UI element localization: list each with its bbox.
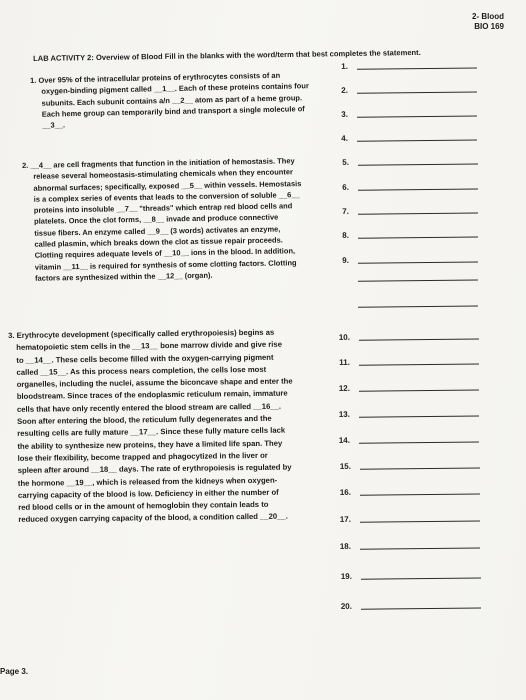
- text-line: red blood cells or in the amount of hemoglobin they contain leads to: [18, 499, 269, 513]
- text-line: Each heme group can temporarily bind and transport a single molecule of: [41, 104, 305, 119]
- answer-line-9b[interactable]: [331, 279, 478, 283]
- answer-blank[interactable]: [359, 441, 479, 443]
- answer-blank[interactable]: [359, 363, 479, 365]
- text-line: Clotting requires adequate levels of __10__ ions in the blood. In addition,: [34, 246, 296, 261]
- text-line: lose their flexibility, become trapped and phagocytized in the liver or: [17, 450, 268, 463]
- answer-blank[interactable]: [360, 493, 480, 495]
- answer-number: 12.: [338, 383, 350, 393]
- text-line: resulting cells are fully mature __17__. Since these fully mature cells lack: [17, 425, 286, 439]
- answer-number: 14.: [338, 435, 350, 445]
- text-line: called plasmin, which breaks down the clot as tissue repair proceeds.: [34, 235, 283, 249]
- answer-number: 16.: [339, 487, 351, 497]
- answer-number: 5.: [342, 157, 349, 167]
- answer-blank[interactable]: [361, 607, 481, 609]
- text-line: reduced oxygen carrying capacity of the blood, a condition called __20__.: [18, 512, 288, 525]
- answer-line-17[interactable]: [333, 513, 480, 524]
- text-line: hematopoietic stem cells in the __13__ bone marrow divide and give rise: [16, 339, 283, 353]
- text-line: cells that have only recently entered the blood stream are called __16__.: [16, 401, 282, 414]
- answer-blank[interactable]: [358, 279, 478, 281]
- answer-blank[interactable]: [360, 467, 480, 469]
- answer-blank[interactable]: [360, 520, 480, 522]
- text-line: vitamin __11__ is required for synthesis of some clotting factors. Clotting: [34, 257, 297, 272]
- answer-line-15[interactable]: [333, 460, 480, 471]
- answer-blank[interactable]: [357, 91, 477, 93]
- text-line: the hormone __19__, which is released from the kidneys when oxygen-: [17, 475, 278, 488]
- text-line: proteins into insoluble __7__ "threads" which entrap red blood cells and: [33, 201, 293, 215]
- answer-blank[interactable]: [358, 163, 478, 165]
- answer-line-7[interactable]: [331, 205, 478, 216]
- answer-blank[interactable]: [359, 389, 479, 391]
- text-line: oxygen-binding pigment called __1__. Each of these proteins contains four: [41, 81, 309, 97]
- answer-blank[interactable]: [358, 261, 478, 263]
- answer-number: 7.: [342, 206, 349, 216]
- answer-line-18[interactable]: [333, 540, 480, 551]
- answer-line-11[interactable]: [332, 356, 479, 367]
- answer-line-5[interactable]: [331, 156, 478, 167]
- activity-title: LAB ACTIVITY 2: Overview of Blood Fill in the blanks with the word/term that best completes the statement.: [33, 47, 421, 63]
- text-line: release several homeostasis-stimulating chemicals when they encounter: [33, 167, 294, 182]
- answer-line-12[interactable]: [332, 382, 479, 393]
- text-line: spleen after around __18__ days. The rate of erythropoiesis is regulated by: [17, 462, 292, 476]
- answer-blank[interactable]: [360, 547, 480, 549]
- text-line: subunits. Each subunit contains a/n __2__ atom as part of a heme group.: [41, 92, 303, 108]
- text-line: factors are synthesized within the __12__ (organ).: [34, 270, 213, 283]
- text-line: is a complex series of events that leads to the conversion of soluble __6__: [33, 190, 300, 204]
- question-3-text: [8, 327, 294, 527]
- answer-line-20[interactable]: [334, 600, 481, 611]
- answer-number: 17.: [339, 514, 351, 524]
- answer-number: 2.: [341, 85, 348, 95]
- answer-number: 6.: [342, 182, 349, 192]
- answer-line-2[interactable]: [330, 84, 477, 95]
- answer-blank[interactable]: [358, 236, 478, 238]
- answer-number: 9.: [342, 255, 349, 265]
- text-line: bloodstream. Since traces of the endoplasmic reticulum remain, immature: [16, 389, 288, 402]
- answer-line-13[interactable]: [332, 408, 479, 419]
- answer-line-4[interactable]: [330, 132, 477, 143]
- text-line: 3. Erythrocyte development (specifically called erythropoiesis) begins as: [8, 327, 275, 340]
- answer-number: 1.: [341, 61, 348, 71]
- answer-number: 8.: [342, 230, 349, 240]
- answer-number: 15.: [339, 461, 351, 471]
- answer-number: 4.: [341, 133, 348, 143]
- text-line: Soon after entering the blood, the reticulum fully degenerates and the: [17, 413, 272, 426]
- answer-line-14[interactable]: [332, 434, 479, 445]
- answer-blank[interactable]: [358, 212, 478, 214]
- answer-blank[interactable]: [359, 415, 479, 417]
- text-line: 1. Over 95% of the intracellular proteins of erythrocytes consists of an: [30, 70, 281, 85]
- answer-blank[interactable]: [357, 67, 477, 69]
- answer-line-1[interactable]: [330, 60, 477, 71]
- answer-number: 3.: [341, 109, 348, 119]
- answer-blank[interactable]: [358, 305, 478, 307]
- answer-line-3[interactable]: [330, 108, 477, 119]
- answer-blank[interactable]: [359, 338, 479, 340]
- answer-line-10[interactable]: [332, 331, 479, 342]
- answer-number: 19.: [340, 571, 352, 581]
- text-line: organelles, including the nuclei, assume the biconcave shape and enter the: [16, 376, 293, 390]
- answer-line-6[interactable]: [331, 181, 478, 192]
- answer-line-19[interactable]: [334, 570, 481, 581]
- text-line: abnormal surfaces; specifically, exposed __5__ within vessels. Hemostasis: [33, 178, 302, 193]
- answer-number: 11.: [339, 357, 350, 367]
- question-1-text: [30, 69, 310, 131]
- page-header: [472, 12, 504, 32]
- answer-line-16[interactable]: [333, 486, 480, 497]
- text-line: platelets. Once the clot forms, __8__ invade and produce connective: [34, 213, 279, 227]
- answer-blank[interactable]: [357, 139, 477, 141]
- answer-line-9[interactable]: [331, 254, 478, 265]
- text-line: tissue fibers. An enzyme called __9__ (3 words) activates an enzyme,: [34, 224, 281, 238]
- text-line: to __14__. These cells become filled with the oxygen-carrying pigment: [16, 352, 274, 365]
- answer-number: 10.: [338, 332, 350, 342]
- answer-number: 18.: [339, 541, 351, 551]
- answer-number: 20.: [340, 601, 352, 611]
- text-line: __3__.: [41, 120, 66, 130]
- page-number: Page 3.: [0, 667, 29, 676]
- text-line: the ability to synthesize new proteins, they have a limited life span. They: [17, 438, 283, 451]
- answer-blank[interactable]: [358, 188, 478, 190]
- text-line: carrying capacity of the blood is low. Deficiency in either the number of: [17, 487, 279, 500]
- question-2-text: [22, 155, 303, 284]
- answer-line-9c[interactable]: [331, 305, 478, 309]
- text-line: called __15__. As this process nears completion, the cells lose most: [16, 364, 267, 377]
- header-unit: 2- Blood: [472, 12, 504, 21]
- answer-number: 13.: [338, 409, 350, 419]
- answer-line-8[interactable]: [331, 229, 478, 240]
- answer-blank[interactable]: [357, 115, 477, 117]
- text-line: 2. __4__ are cell fragments that function in the initiation of hemostasis. They: [22, 156, 295, 170]
- answer-blank[interactable]: [361, 577, 481, 579]
- header-course: BIO 169: [474, 22, 504, 31]
